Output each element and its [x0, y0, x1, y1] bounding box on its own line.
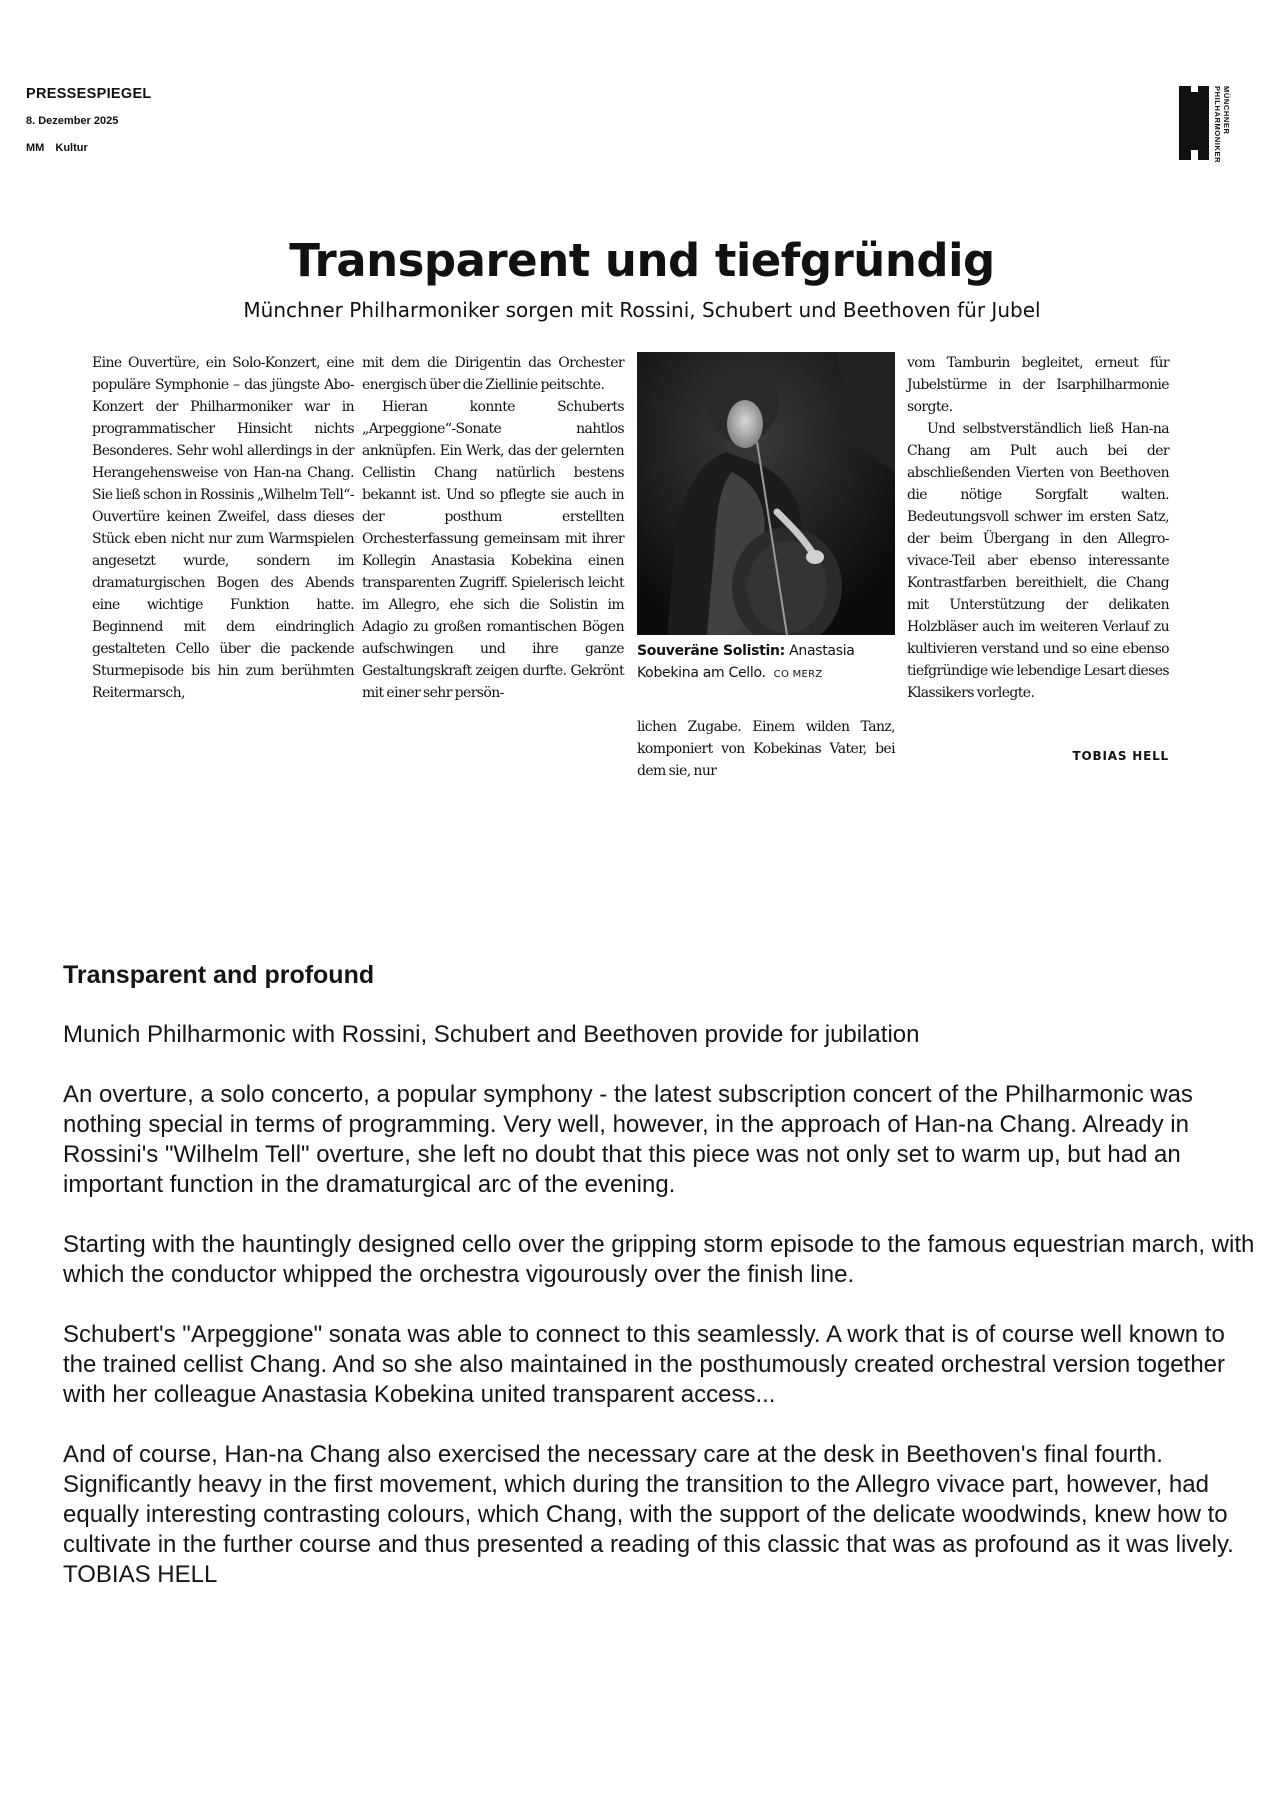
press-label: PRESSESPIEGEL — [26, 86, 152, 102]
press-date: 8. Dezember 2025 — [26, 115, 119, 127]
article-byline: TOBIAS HELL — [1072, 749, 1169, 763]
press-header — [26, 86, 152, 154]
translation-paragraph: And of course, Han-na Chang also exercised the necessary care at the desk in Beethoven's final fourth. Significantly heavy in the first movement, which during the transition to the Allegro vivace part, however, had equally interesting contrasting colours, which Chang, with the support of the delicate woodwinds, knew how to cultivate in the further course and thus presented a reading of this classic that was as profound as it was lively. — [63, 1441, 1234, 1558]
translation-paragraph: An overture, a solo concerto, a popular symphony - the latest subscription concert of the Philharmonic was nothing special in terms of programming. Very well, however, in the approach of Han-na Chang. Already in Rossini's "Wilhelm Tell" overture, she left no doubt that this piece was not only set to warm up, but had an important function in the dramaturgical arc of the evening. — [63, 1081, 1193, 1198]
article-headline: Transparent und tiefgründig — [289, 234, 995, 287]
photo-caption — [637, 640, 907, 686]
caption-text: Anastasia Kobekina am Cello. — [637, 643, 855, 681]
translation-paragraph: Schubert's "Arpeggione" sonata was able to connect to this seamlessly. A work that is of course well known to the trained cellist Chang. And so she also maintained in the posthumously created orchestral version together with her colleague Anastasia Kobekina united transparent access... — [63, 1321, 1226, 1408]
press-source: MM Kultur — [26, 142, 88, 154]
article-paragraph: Eine Ouvertüre, ein Solo-Konzert, eine populäre Symphonie – das jüngste Abo-Konzert der Philharmoniker war in programmatischer Hinsicht nichts Besonderes. Sehr wohl allerdings in der Herangehensweise von Han-na Chang. Sie ließ schon in Rossinis „Wilhelm Tell“-Ouvertüre keinen Zweifel, dass dieses Stück eben nicht nur zum Warmspielen angesetzt wurde, sondern im dramaturgischen Bogen des Abends eine wichtige Funktion hatte. Beginnend mit dem eindringlich gestalteten Cello über die packende Sturmepisode bis hin zum berühmten Reitermarsch, — [92, 355, 354, 701]
photo-credit: CO MERZ — [773, 669, 823, 680]
article-paragraph: Und selbstverständlich ließ Han-na Chang am Pult auch bei der abschließenden Vierten von Beethoven die nötige Sorgfalt walten. Bedeutungsvoll schwer im ersten Satz, der beim Übergang in den Allegro-vivace-Teil aber ebenso interessante Kontrastfarben bereithielt, die Chang mit Unterstützung der delikaten Holzbläser auch im weiteren Verlauf zu kultivieren verstand und so eine ebenso tiefgründige wie lebendige Lesart dieses Klassikers vorlegte. — [907, 421, 1170, 701]
article-paragraph: vom Tamburin begleitet, erneut für Jubelstürme in der Isarphilharmonie sorgte. — [907, 355, 1169, 415]
philharmoniker-logo — [1179, 86, 1249, 196]
translation-paragraph: Starting with the hauntingly designed cello over the gripping storm episode to the famous equestrian march, with which the conductor whipped the orchestra vigourously over the finish line. — [63, 1231, 1255, 1288]
logo-text: MÜNCHNER PHILHARMONIKER — [1213, 86, 1231, 164]
philharmoniker-logo-mark-icon — [1179, 86, 1209, 160]
article-column-1 — [92, 352, 354, 704]
translation-subtitle: Munich Philharmonic with Rossini, Schubert and Beethoven provide for jubilation — [63, 1021, 920, 1048]
article-paragraph: Hieran konnte Schuberts „Arpeggione“-Sonate nahtlos anknüpfen. Ein Werk, das der gelernten Cellistin Chang natürlich bestens bekannt ist. Und so pflegte sie auch in der posthum erstellten Orchesterfassung gemeinsam mit ihrer Kollegin Anastasia Kobekina einen transparenten Zugriff. Spielerisch leicht im Allegro, ehe sich die Solistin im Adagio zu großen romantischen Bögen aufschwingen und ihre ganze Gestaltungskraft zeigen durfte. Gekrönt mit einer sehr persön- — [362, 399, 624, 701]
english-translation — [63, 960, 1263, 1590]
article-subheadline: Münchner Philharmoniker sorgen mit Rossini, Schubert und Beethoven für Jubel — [243, 298, 1041, 322]
cellist-photo — [637, 352, 895, 635]
translation-author: TOBIAS HELL — [63, 1561, 218, 1588]
cellist-photo-image — [637, 352, 895, 635]
caption-lead: Souveräne Solistin: — [637, 643, 785, 659]
article-paragraph: mit dem die Dirigentin das Orchester energisch über die Ziellinie peitschte. — [362, 355, 624, 393]
translation-title: Transparent and profound — [63, 961, 375, 989]
article-column-4 — [907, 352, 1169, 704]
article-column-3 — [637, 716, 895, 782]
article-paragraph: lichen Zugabe. Einem wilden Tanz, komponiert von Kobekinas Vater, bei dem sie, nur — [637, 719, 895, 779]
article-column-2 — [362, 352, 624, 704]
